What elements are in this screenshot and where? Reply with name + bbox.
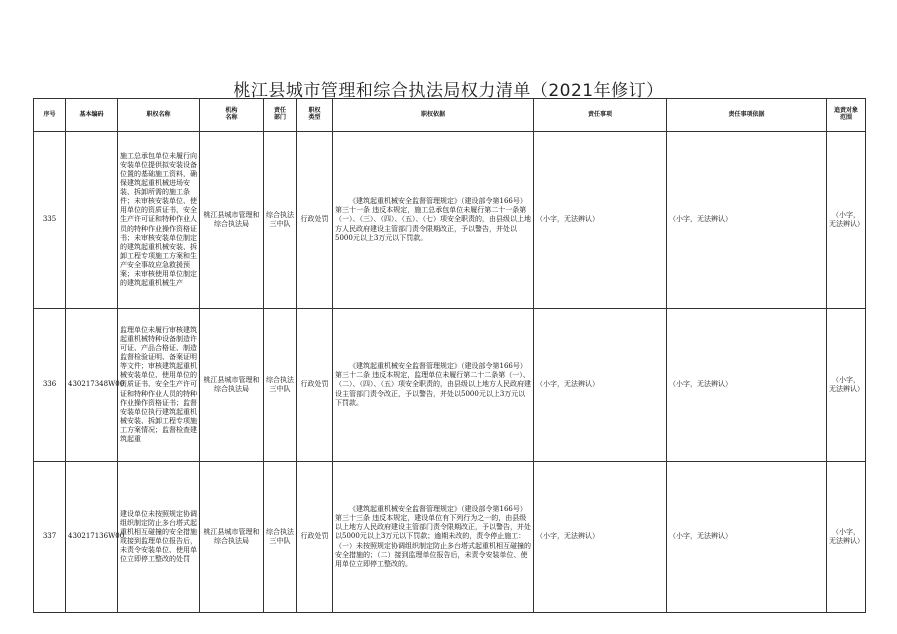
table-row	[34, 309, 866, 462]
cell-name: 建设单位未按照规定协调组织制定防止多台塔式起重机相互碰撞的安全措施或接到监理单位报告后，未责令安装单位、使用单位立即停工整改的处罚	[118, 462, 200, 613]
cell-org: 桃江县城市管理和综合执法局	[200, 309, 264, 462]
header-duty-basis: 责任事项依据	[667, 99, 827, 132]
cell-duty: （小字，无法辨认）	[534, 309, 667, 462]
cell-org: 桃江县城市管理和综合执法局	[200, 462, 264, 613]
cell-duty-basis: （小字，无法辨认）	[667, 462, 827, 613]
cell-remarks: （小字，无法辨认）	[827, 309, 866, 462]
cell-code: 430217348W00	[66, 309, 118, 462]
header-basis: 职权依据	[333, 99, 534, 132]
cell-type: 行政处罚	[297, 309, 333, 462]
header-seq: 序号	[34, 99, 66, 132]
cell-duty: （小字，无法辨认）	[534, 132, 667, 309]
table-row	[34, 132, 866, 309]
cell-dept: 综合执法三中队	[264, 132, 297, 309]
cell-name: 监理单位未履行审核建筑起重机械特种设备制造许可证、产品合格证、制造监督检验证明、备案证明等文件；审核建筑起重机械安装单位、使用单位的资质证书、安全生产许可证和特种作业人员的特种作业操作资格证书；监督安装单位执行建筑起重机械安装、拆卸工程专项施工方案情况；监督检查建筑起重	[118, 309, 200, 462]
cell-duty: （小字，无法辨认）	[534, 462, 667, 613]
header-dept: 责任 部门	[264, 99, 297, 132]
cell-type: 行政处罚	[297, 132, 333, 309]
cell-dept: 综合执法三中队	[264, 462, 297, 613]
header-duty: 责任事项	[534, 99, 667, 132]
page-title: 桃江县城市管理和综合执法局权力清单（2021年修订）	[233, 81, 664, 101]
header-type: 职权 类型	[297, 99, 333, 132]
cell-code	[66, 132, 118, 309]
cell-remarks: （小字，无法辨认）	[827, 462, 866, 613]
cell-seq: 335	[34, 132, 66, 309]
header-code: 基本编码	[66, 99, 118, 132]
cell-code: 430217136W00	[66, 462, 118, 613]
header-remarks: 追责对象 范围	[827, 99, 866, 132]
cell-seq: 336	[34, 309, 66, 462]
header-name: 职权名称	[118, 99, 200, 132]
cell-duty-basis: （小字，无法辨认）	[667, 132, 827, 309]
cell-remarks: （小字，无法辨认）	[827, 132, 866, 309]
cell-duty-basis: （小字，无法辨认）	[667, 309, 827, 462]
table-header-row	[34, 99, 866, 132]
table-row	[34, 462, 866, 613]
cell-basis: 《建筑起重机械安全监督管理规定》（建设部令第166号）第三十三条 违反本规定，建设单位有下列行为之一的，由县级以上地方人民政府建设主管部门责令限期改正，予以警告，并处以5000元以上3万元以下罚款；逾期未改的，责令停止施工：（一）未按照规定协调组织制定防止多台塔式起重机相互碰撞的安全措施的；（二）接到监理单位报告后，未责令安装单位、使用单位立即停工整改的。	[333, 462, 534, 613]
cell-seq: 337	[34, 462, 66, 613]
header-org: 机构 名称	[200, 99, 264, 132]
cell-basis: 《建筑起重机械安全监督管理规定》（建设部令第166号）第三十一条 违反本规定，施工总承包单位未履行第二十一条第（一）、（三）、（四）、（五）、（七）项安全职责的，由县级以上地方人民政府建设主管部门责令限期改正，予以警告，并处以5000元以上3万元以下罚款。	[333, 132, 534, 309]
cell-org: 桃江县城市管理和综合执法局	[200, 132, 264, 309]
cell-type: 行政处罚	[297, 462, 333, 613]
power-list-table	[33, 98, 866, 613]
cell-name: 施工总承包单位未履行向安装单位提供拟安装设备位置的基础施工资料，确保建筑起重机械进场安装、拆卸所需的施工条件；未审核安装单位、使用单位的资质证书，安全生产许可证和特种作业人员的特种作业操作资格证书；未审核安装单位制定的建筑起重机械安装、拆卸工程专项施工方案和生产安全事故应急救援预案；未审核使用单位制定的建筑起重机械生产	[118, 132, 200, 309]
cell-dept: 综合执法三中队	[264, 309, 297, 462]
cell-basis: 《建筑起重机械安全监督管理规定》（建设部令第166号）第三十二条 违反本规定，监理单位未履行第二十二条第（一）、（二）、（四）、（五）项安全职责的，由县级以上地方人民政府建设主管部门责令改正，予以警告，并处以5000元以上3万元以下罚款。	[333, 309, 534, 462]
